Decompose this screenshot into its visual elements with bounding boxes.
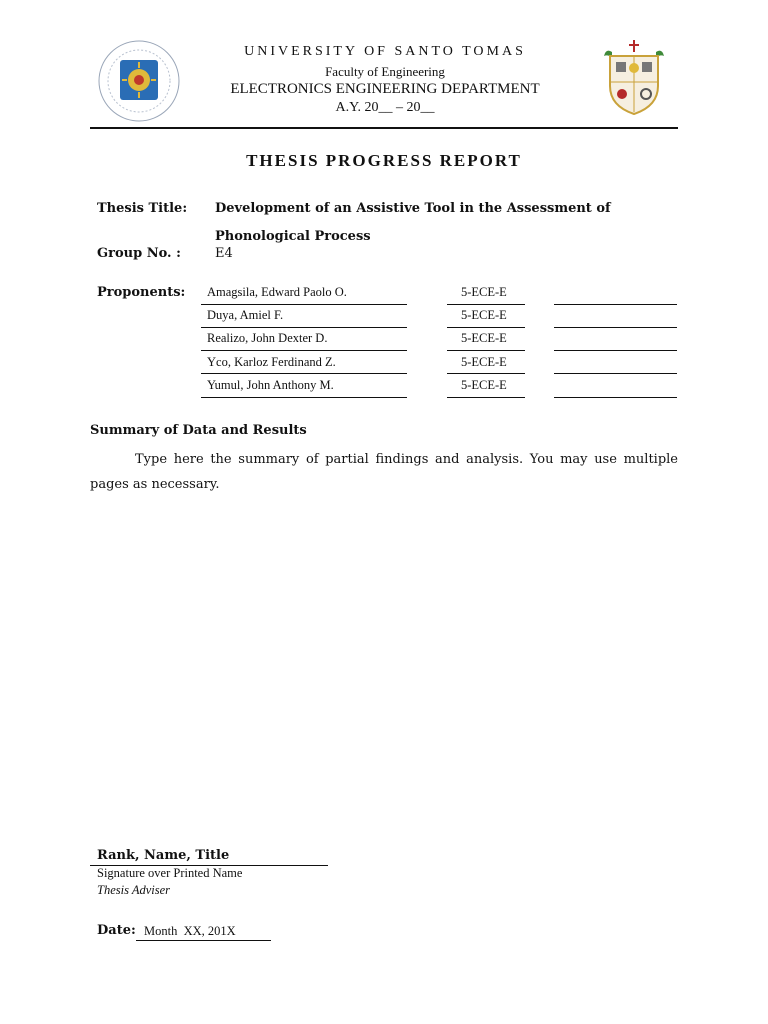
summary-body <box>90 447 678 497</box>
proponent-name: Amagsila, Edward Paolo O. <box>207 285 347 299</box>
thesis-title-label: Thesis Title: <box>97 201 188 216</box>
adviser-name: Rank, Name, Title <box>97 848 230 863</box>
page-title: THESIS PROGRESS REPORT <box>246 151 522 170</box>
section-underline <box>447 304 525 305</box>
signature-underline <box>554 350 677 351</box>
signature-underline <box>554 304 677 305</box>
name-underline <box>201 397 407 398</box>
signature-underline <box>554 373 677 374</box>
date-value: Month XX, 201X <box>144 924 236 938</box>
proponent-name: Yco, Karloz Ferdinand Z. <box>207 355 336 369</box>
signature-underline <box>554 397 677 398</box>
section-underline <box>447 373 525 374</box>
academic-year: A.Y. 20__ – 20__ <box>335 100 435 115</box>
signature-caption: Signature over Printed Name <box>97 866 243 880</box>
proponent-section: 5-ECE-E <box>461 308 507 322</box>
signature-underline <box>554 327 677 328</box>
proponent-name: Yumul, John Anthony M. <box>207 378 334 392</box>
proponent-name: Realizo, John Dexter D. <box>207 331 328 345</box>
header-divider <box>90 127 678 129</box>
thesis-title-line1: Development of an Assistive Tool in the Assessment of <box>215 201 611 216</box>
group-value: E4 <box>215 246 233 261</box>
name-underline <box>201 304 407 305</box>
summary-text: Type here the summary of partial findings and analysis. You may use multiple pages as necessary. <box>90 452 678 492</box>
date-label: Date: <box>97 923 136 938</box>
name-underline <box>201 350 407 351</box>
faculty-name: Faculty of Engineering <box>325 64 445 79</box>
proponent-section: 5-ECE-E <box>461 378 507 392</box>
section-underline <box>447 397 525 398</box>
department-crest-icon <box>598 38 670 118</box>
department-crest-logo <box>598 38 670 118</box>
adviser-role: Thesis Adviser <box>97 883 171 897</box>
proponent-name: Duya, Amiel F. <box>207 308 284 322</box>
date-underline <box>136 940 271 941</box>
section-underline <box>447 327 525 328</box>
thesis-title-line2: Phonological Process <box>215 229 371 244</box>
proponents-label: Proponents: <box>97 285 186 300</box>
group-label: Group No. : <box>97 246 181 261</box>
summary-heading: Summary of Data and Results <box>90 423 307 438</box>
proponent-section: 5-ECE-E <box>461 331 507 345</box>
proponent-section: 5-ECE-E <box>461 285 507 299</box>
name-underline <box>201 373 407 374</box>
proponent-section: 5-ECE-E <box>461 355 507 369</box>
department-name: ELECTRONICS ENGINEERING DEPARTMENT <box>230 81 540 97</box>
university-name: UNIVERSITY OF SANTO TOMAS <box>244 44 526 59</box>
name-underline <box>201 327 407 328</box>
section-underline <box>447 350 525 351</box>
